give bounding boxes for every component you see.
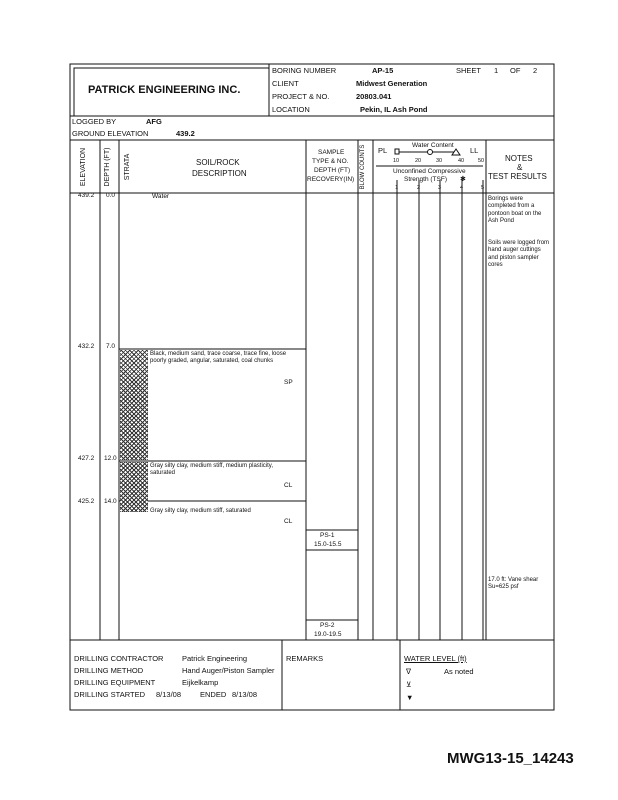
notes-header-line1: NOTES [505,154,533,163]
ucs-tick-4: 4 [460,185,464,191]
location-label: LOCATION [272,105,310,114]
row1-elevation: 432.2 [78,343,95,350]
sample-header-line3: DEPTH (FT) [314,167,351,174]
document-id: MWG13-15_14243 [447,750,574,767]
boring-number: AP-15 [372,66,394,75]
location-value: Pekin, IL Ash Pond [360,105,428,114]
strata-sand-hatch [120,350,148,460]
note-boring-method: Borings were completed from a pontoon boat on the Ash Pond [488,196,542,225]
water-level-symbol-3-icon: ▼ [406,693,414,702]
ucs-tick-3: 3 [438,185,442,191]
row3-uscs: CL [284,518,293,525]
sample2-id: PS-2 [320,622,335,629]
water-level-value: As noted [444,667,474,676]
notes-header-line3: TEST RESULTS [488,172,547,181]
water-level-symbol-1-icon: ∇ [406,667,412,676]
company-name: PATRICK ENGINEERING INC. [88,84,241,96]
ended-label: ENDED [200,690,227,699]
pl-label: PL [378,146,388,155]
sample1-depth: 15.0-15.5 [314,541,342,548]
row2-uscs: CL [284,482,293,489]
row1-depth: 7.0 [106,343,116,350]
boring-number-label: BORING NUMBER [272,66,337,75]
ll-label: LL [470,146,479,155]
wc-tick-30: 30 [436,158,443,164]
water-content-label: Water Content [412,142,454,149]
sheet-number: 1 [494,66,499,75]
ucs-label-line2: Strength (TSF) [404,176,447,183]
method-value: Hand Auger/Piston Sampler [182,666,275,675]
equipment-label: DRILLING EQUIPMENT [74,678,156,687]
row0-elevation: 439.2 [78,192,95,199]
wc-tick-10: 10 [393,158,400,164]
note-vane-shear: 17.0 ft: Vane shear Su=625 psf [488,577,539,591]
client-value: Midwest Generation [356,79,428,88]
ground-elevation-label: GROUND ELEVATION [72,129,149,138]
sample2-depth: 19.0-19.5 [314,631,342,638]
equipment-value: Eijkelkamp [182,678,219,687]
row2-elevation: 427.2 [78,455,95,462]
sheet-total: 2 [533,66,538,75]
row2-description: Gray silty clay, medium stiff, medium plasticity, saturated [150,463,274,477]
logged-by-value: AFG [146,117,162,126]
sample-header-line4: RECOVERY(IN) [307,176,355,183]
of-label: OF [510,66,521,75]
remarks-label: REMARKS [286,654,324,663]
note-logging-method: Soils were logged from hand auger cuttings and piston sampler cores [488,240,550,269]
depth-header: DEPTH (FT) [104,147,111,187]
ground-elevation-value: 439.2 [176,129,195,138]
wc-tick-50: 50 [478,158,485,164]
ended-value: 8/13/08 [232,690,258,699]
row0-description: Water [152,193,170,200]
ucs-tick-1: 1 [395,185,399,191]
started-label: DRILLING STARTED [74,690,145,699]
strata-header: STRATA [124,153,131,181]
row1-description: Black, medium sand, trace coarse, trace fine, loose poorly graded, angular, saturated, coal chunks [150,351,287,365]
client-label: CLIENT [272,79,299,88]
ucs-label-line1: Unconfined Compressive [393,168,466,175]
description-header-line1: SOIL/ROCK [196,158,240,167]
project-number: 20803.041 [356,92,392,101]
row3-depth: 14.0 [104,498,117,505]
ucs-tick-2: 2 [417,185,421,191]
notes-header-line2: & [517,163,523,172]
row2-depth: 12.0 [104,455,117,462]
elevation-header: ELEVATION [80,147,87,187]
ucs-tick-5: 5 [481,185,485,191]
started-value: 8/13/08 [156,690,182,699]
contractor-label: DRILLING CONTRACTOR [74,654,164,663]
sample1-id: PS-1 [320,532,335,539]
sample-header-line2: TYPE & NO. [312,158,349,165]
wc-tick-40: 40 [458,158,465,164]
ucs-marker-icon: ✱ [460,176,466,183]
row3-description: Gray silty clay, medium stiff, saturated [150,508,251,514]
method-label: DRILLING METHOD [74,666,144,675]
wc-tick-20: 20 [415,158,422,164]
contractor-value: Patrick Engineering [182,654,248,663]
row0-depth: 0.0 [106,192,116,199]
row3-elevation: 425.2 [78,498,95,505]
logged-by-label: LOGGED BY [72,117,117,126]
row1-uscs: SP [284,379,293,386]
sheet-label: SHEET [456,66,482,75]
blow-counts-header: BLOW COUNTS [360,144,366,190]
project-label: PROJECT & NO. [272,92,330,101]
sample-header-line1: SAMPLE [318,149,345,156]
water-level-symbol-2-icon: ⊻ [406,680,412,689]
strata-clay-hatch [120,462,148,512]
description-header-line2: DESCRIPTION [192,169,247,178]
water-level-label: WATER LEVEL (ft) [404,654,467,663]
